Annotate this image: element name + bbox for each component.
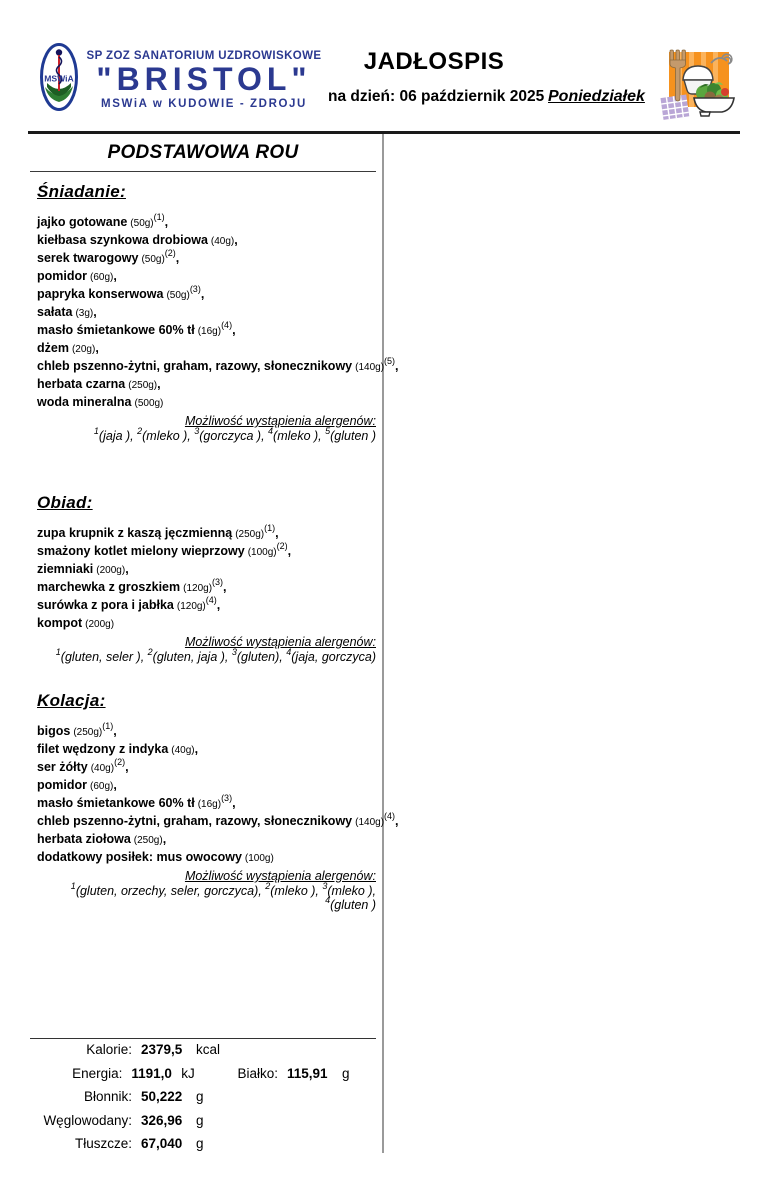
dish-name: herbata ziołowa (37, 832, 131, 846)
menu-item: bigos $(250g)^{(1)}$, (37, 720, 117, 738)
allergen-note: Możliwość wystąpienia alergenów: (184, 869, 376, 883)
menu-item: jajko gotowane $(50g)^{(1)}$, (37, 211, 169, 229)
dish-name: jajko gotowane (37, 215, 128, 229)
menu-item: zupa krupnik z kaszą jęczmienną $(250g)^{(1)}$, (37, 522, 279, 540)
dish-grams: (40g) (90, 763, 115, 774)
allergen-ref: (3) (212, 576, 224, 587)
dish-grams: (140g) (355, 362, 385, 373)
logo-org-line: SP ZOZ SANATORIUM UZDROWISKOWE (86, 50, 322, 62)
dish-name: sałata (37, 305, 73, 319)
dish-grams: (40g) (210, 236, 235, 247)
allergen-ref: 2 (147, 646, 153, 657)
nutrition-value: 50,222 (141, 1089, 183, 1104)
dish-grams: (40g) (171, 745, 195, 756)
dish-name: ziemniaki (37, 562, 94, 576)
column-divider (382, 134, 384, 1153)
dish-grams: (20g) (71, 344, 96, 355)
menu-item: ser żółty $(40g)^{(2)}$, (37, 756, 129, 774)
dish-grams: (250g) (235, 529, 265, 540)
menu-item: surówka z pora i jabłka $(120g)^{(4)}$, (37, 594, 221, 612)
allergen-list: $^1$(gluten, seler ), $^2$(gluten, jaja ), $^3$(gluten), $^4$(jaja, gorczyca) (55, 646, 376, 664)
dish-grams: (140g) (355, 817, 385, 828)
allergen-ref: 4 (325, 894, 331, 905)
allergen-ref: (4) (221, 319, 233, 330)
allergen-ref: 3 (322, 880, 328, 891)
logo (78, 50, 330, 110)
allergen-ref: (4) (384, 810, 396, 821)
menu-item: herbata ziołowa (250g), (37, 832, 167, 846)
dish-name: papryka konserwowa (37, 287, 164, 301)
nutrition-unit: g (196, 1136, 204, 1151)
dish-name: pomidor (37, 778, 87, 792)
title-block (328, 48, 658, 106)
weekday-label: Poniedziałek (548, 88, 645, 105)
dish-grams: (250g) (73, 727, 103, 738)
date-row (328, 88, 658, 106)
dish-name: woda mineralna (37, 395, 132, 409)
dish-name: serek twarogowy (37, 251, 139, 265)
nutrition-row (30, 1089, 376, 1113)
logo-brand: "BRISTOL" (96, 61, 312, 97)
dish-name: dżem (37, 341, 69, 355)
nutrition-rows (30, 1042, 376, 1160)
allergen-ref: (5) (384, 355, 396, 366)
nutrition-extra (222, 1066, 376, 1081)
nutrition-row (30, 1042, 376, 1066)
allergen-ref: (4) (205, 594, 217, 605)
nutrition-value: 67,040 (141, 1136, 183, 1151)
dish-grams: (60g) (90, 781, 114, 792)
nutrition-unit: g (196, 1089, 204, 1104)
dish-grams: (100g) (247, 547, 277, 558)
allergen-ref: 1 (93, 425, 99, 436)
allergen-ref: 5 (325, 425, 331, 436)
menu-item: serek twarogowy $(50g)^{(2)}$, (37, 247, 180, 265)
dish-grams: (120g) (183, 583, 213, 594)
allergen-note: Możliwość wystąpienia alergenów: (184, 414, 376, 428)
menu-item: filet wędzony z indyka (40g), (37, 742, 199, 756)
allergen-ref: (1) (102, 720, 114, 731)
dish-grams: (500g) (134, 398, 164, 409)
nutrition-value: 326,96 (141, 1112, 183, 1128)
menu-item: masło śmietankowe 60% tł $(16g)^{(4)}$, (37, 319, 236, 337)
dish-name: smażony kotlet mielony wieprzowy (37, 544, 245, 558)
allergen-ref: 4 (286, 646, 292, 657)
allergen-ref: 4 (268, 425, 274, 436)
meal-section (30, 493, 376, 664)
menu-item: chleb pszenno-żytni, graham, razowy, słonecznikowy $(140g)^{(5)}$, (37, 355, 399, 373)
badge-text: MSWiA (44, 73, 74, 84)
diet-title: PODSTAWOWA ROU (107, 142, 299, 163)
nutrition-label: Węglowodany: (43, 1112, 132, 1128)
dish-grams: (16g) (197, 326, 222, 337)
allergen-ref: (2) (114, 756, 126, 767)
page-title: JADŁOSPIS (363, 48, 505, 75)
meal-title: Obiad: (37, 493, 93, 512)
header-divider (28, 131, 740, 134)
dish-name: masło śmietankowe 60% tł (37, 796, 195, 810)
allergen-ref: (1) (264, 522, 276, 533)
nutrition-label: Kalorie: (86, 1042, 132, 1057)
dish-grams: (200g) (85, 619, 115, 630)
menu-item (30, 394, 376, 412)
nutrition-unit: g (342, 1065, 350, 1081)
allergen-ref: (3) (189, 283, 201, 294)
nutrition-unit: kJ (181, 1065, 195, 1081)
nutrition-label: Energia: (72, 1065, 123, 1081)
menu-item: dżem (20g), (37, 341, 99, 355)
menu-item: marchewka z groszkiem $(120g)^{(3)}$, (37, 576, 227, 594)
menu-item: smażony kotlet mielony wieprzowy $(100g)^{(2)}$, (37, 540, 292, 558)
nutrition-summary (30, 1038, 376, 1160)
mswia-badge-icon (40, 43, 78, 111)
menu-item: sałata (3g), (37, 305, 97, 319)
allergen-ref: 2 (137, 425, 143, 436)
allergen-ref: 2 (265, 880, 271, 891)
nutrition-row (30, 1113, 376, 1137)
allergen-ref: 3 (231, 646, 237, 657)
nutrition-value: 1191,0 (131, 1065, 172, 1081)
dish-grams: (120g) (176, 601, 206, 612)
food-bowl-icon (656, 46, 740, 126)
allergen-ref: (2) (276, 540, 288, 551)
nutrition-row (30, 1066, 376, 1090)
dish-name: kompot (37, 616, 83, 630)
allergen-ref: (3) (221, 792, 233, 803)
nutrition-unit: kcal (196, 1042, 221, 1057)
dish-grams: (50g) (166, 290, 190, 301)
dish-name: chleb pszenno-żytni, graham, razowy, słonecznikowy (37, 814, 353, 828)
nutrition-value: 115,91 (287, 1065, 328, 1081)
allergen-ref: 1 (55, 646, 61, 657)
nutrition-row (30, 1136, 376, 1160)
dish-grams: (3g) (75, 308, 94, 319)
menu-item: ziemniaki (200g), (37, 562, 129, 576)
dish-name: chleb pszenno-żytni, graham, razowy, słonecznikowy (37, 359, 353, 373)
meal-title: Śniadanie: (37, 182, 126, 201)
dish-name: ser żółty (37, 760, 88, 774)
dish-name: surówka z pora i jabłka (37, 598, 174, 612)
nutrition-label: Tłuszcze: (74, 1136, 132, 1151)
dish-grams: (250g) (133, 835, 163, 846)
dish-name: bigos (37, 724, 71, 738)
meal-title: Kolacja: (37, 691, 106, 710)
nutrition-unit: g (196, 1112, 204, 1128)
dish-grams: (200g) (96, 565, 126, 576)
menu-item: pomidor (60g), (37, 778, 117, 792)
dish-grams: (16g) (197, 799, 222, 810)
dish-name: herbata czarna (37, 377, 126, 391)
nutrition-divider (30, 1038, 376, 1039)
menu-item: kiełbasa szynkowa drobiowa (40g), (37, 233, 238, 247)
menu-item: papryka konserwowa $(50g)^{(3)}$, (37, 283, 205, 301)
nutrition-label: Białko: (237, 1065, 278, 1081)
dish-name: marchewka z groszkiem (37, 580, 181, 594)
menu-item (30, 849, 376, 867)
diet-title-divider (30, 171, 376, 172)
allergen-ref: (2) (164, 247, 176, 258)
meal-section (30, 182, 399, 443)
dish-name: pomidor (37, 269, 87, 283)
dish-name: masło śmietankowe 60% tł (37, 323, 195, 337)
menu-item (30, 615, 376, 633)
allergen-ref: 1 (70, 880, 76, 891)
nutrition-label: Błonnik: (83, 1089, 132, 1104)
menu-date: na dzień: 06 październik 2025 (328, 88, 545, 105)
allergen-note: Możliwość wystąpienia alergenów: (184, 635, 376, 649)
dish-grams: (60g) (90, 272, 114, 283)
logo-sub-line: MSWiA w KUDOWIE - ZDROJU (101, 97, 307, 110)
dish-name: dodatkowy posiłek: mus owocowy (37, 850, 242, 864)
dish-name: kiełbasa szynkowa drobiowa (37, 233, 208, 247)
meal-sections (30, 182, 399, 912)
dish-grams: (250g) (128, 380, 158, 391)
meal-section (30, 691, 399, 912)
allergen-list: $^1$(gluten, orzechy, seler, gorczyca), $^2$(mleko ), $^3$(mleko ), $^4$(gluten ) (70, 880, 376, 912)
nutrition-value: 2379,5 (141, 1042, 183, 1057)
menu-item: herbata czarna (250g), (37, 377, 161, 391)
dish-name: filet wędzony z indyka (37, 742, 169, 756)
menu-item: chleb pszenno-żytni, graham, razowy, słonecznikowy $(140g)^{(4)}$, (37, 810, 399, 828)
dish-grams: (100g) (244, 853, 274, 864)
allergen-list: $^1$(jaja ), $^2$(mleko ), $^3$(gorczyca ), $^4$(mleko ), $^5$(gluten ) (93, 425, 376, 443)
menu-item: masło śmietankowe 60% tł $(16g)^{(3)}$, (37, 792, 236, 810)
menu-column (30, 137, 399, 912)
allergen-ref: 3 (194, 425, 200, 436)
menu-item: pomidor (60g), (37, 269, 117, 283)
dish-grams: (50g) (130, 218, 154, 229)
dish-name: zupa krupnik z kaszą jęczmienną (37, 526, 233, 540)
allergen-ref: (1) (153, 211, 165, 222)
dish-grams: (50g) (141, 254, 165, 265)
